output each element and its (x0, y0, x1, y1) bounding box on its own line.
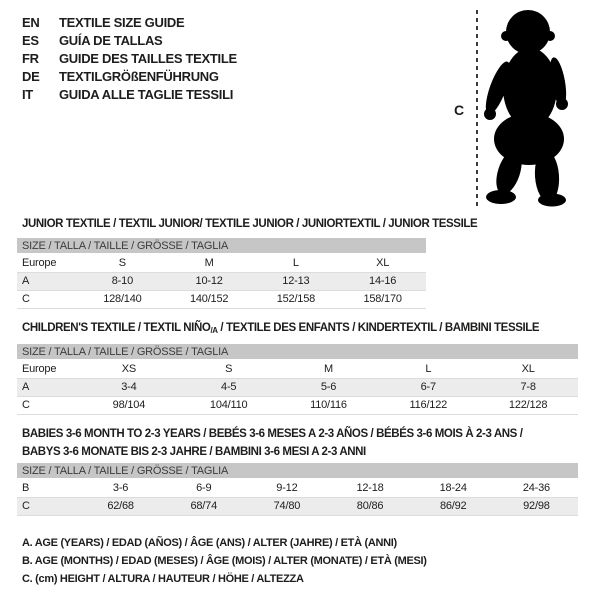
cell: 122/128 (478, 396, 578, 414)
cell: 158/170 (339, 290, 426, 308)
row-label: C (17, 290, 79, 308)
cell: XL (339, 254, 426, 272)
list-item (22, 85, 237, 103)
row-label: A (17, 272, 79, 290)
row-label: C (17, 497, 79, 515)
cell: 24-36 (495, 479, 578, 497)
size-header-label: SIZE / TALLA / TAILLE / GRÖSSE / TAGLIA (17, 238, 426, 254)
cell: 128/140 (79, 290, 166, 308)
language-code: IT (22, 86, 33, 102)
cell: 10-12 (166, 272, 253, 290)
toddler-silhouette-icon (482, 8, 592, 208)
language-label: GUÍA DE TALLAS (59, 32, 163, 48)
language-label: TEXTILGRÖßENFÜHRUNG (59, 68, 219, 84)
title-subscript: /A (210, 326, 218, 335)
language-label: TEXTILE SIZE GUIDE (59, 14, 185, 30)
row-label: Europe (17, 254, 79, 272)
title-part: CHILDREN'S TEXTILE / TEXTIL NIÑO (22, 322, 211, 334)
cell: 12-13 (253, 272, 340, 290)
table-row (17, 479, 578, 497)
cell: 9-12 (245, 479, 328, 497)
language-code: EN (22, 14, 40, 30)
cell: 8-10 (79, 272, 166, 290)
table-row (17, 396, 578, 414)
cell: 7-8 (478, 378, 578, 396)
cell: 68/74 (162, 497, 245, 515)
cell: 3-6 (79, 479, 162, 497)
children-table-title (22, 319, 539, 340)
language-code: FR (22, 50, 39, 66)
table-row (17, 378, 578, 396)
footnote-c: C. (cm) HEIGHT / ALTURA / HAUTEUR / HÖHE / ALTEZZA (22, 573, 304, 585)
babies-size-table (17, 463, 578, 516)
size-header-label: SIZE / TALLA / TAILLE / GRÖSSE / TAGLIA (17, 463, 578, 479)
cell: 98/104 (79, 396, 179, 414)
height-marker-label: C (454, 102, 465, 118)
height-dotted-line-icon (476, 10, 478, 208)
table-row (17, 360, 578, 378)
footnotes (22, 534, 427, 588)
cell: S (79, 254, 166, 272)
cell: L (253, 254, 340, 272)
row-label: Europe (17, 360, 79, 378)
size-header-row (17, 238, 426, 254)
title-line: BABYS 3-6 MONATE BIS 2-3 JAHRE / BAMBINI 3-6 MESI A 2-3 ANNI (22, 446, 366, 458)
size-header-row (17, 344, 578, 360)
language-code: ES (22, 32, 39, 48)
size-header-label: SIZE / TALLA / TAILLE / GRÖSSE / TAGLIA (17, 344, 578, 360)
cell: 4-5 (179, 378, 279, 396)
list-item (22, 49, 237, 67)
children-size-table (17, 344, 578, 415)
title-line: BABIES 3-6 MONTH TO 2-3 YEARS / BEBÉS 3-6 MESES A 2-3 AÑOS / BÉBÉS 3-6 MOIS À 2-3 ANS / (22, 428, 523, 440)
cell: M (279, 360, 379, 378)
cell: 116/122 (378, 396, 478, 414)
table-row (17, 254, 426, 272)
cell: 6-9 (162, 479, 245, 497)
babies-table-title (22, 425, 523, 461)
row-label: C (17, 396, 79, 414)
footnote-b: B. AGE (MONTHS) / EDAD (MESES) / ÂGE (MOIS) / ALTER (MONATE) / ETÀ (MESI) (22, 555, 427, 567)
cell: XL (478, 360, 578, 378)
language-guide-list (22, 13, 237, 103)
cell: 18-24 (412, 479, 495, 497)
cell: 74/80 (245, 497, 328, 515)
cell: 92/98 (495, 497, 578, 515)
language-code: DE (22, 68, 40, 84)
table-row (17, 290, 426, 308)
cell: 14-16 (339, 272, 426, 290)
cell: 140/152 (166, 290, 253, 308)
cell: 6-7 (378, 378, 478, 396)
table-row (17, 272, 426, 290)
list-item (22, 67, 237, 85)
list-item (22, 31, 237, 49)
cell: 62/68 (79, 497, 162, 515)
language-label: GUIDA ALLE TAGLIE TESSILI (59, 86, 234, 102)
cell: 80/86 (328, 497, 411, 515)
junior-table-title: JUNIOR TEXTILE / TEXTIL JUNIOR/ TEXTILE JUNIOR / JUNIORTEXTIL / JUNIOR TESSILE (22, 218, 478, 230)
cell: 110/116 (279, 396, 379, 414)
list-item (22, 13, 237, 31)
row-label: A (17, 378, 79, 396)
cell: 86/92 (412, 497, 495, 515)
row-label: B (17, 479, 79, 497)
cell: 3-4 (79, 378, 179, 396)
cell: XS (79, 360, 179, 378)
title-part: / TEXTILE DES ENFANTS / KINDERTEXTIL / BAMBINI TESSILE (217, 322, 540, 334)
height-figure (440, 0, 600, 215)
size-header-row (17, 463, 578, 479)
cell: L (378, 360, 478, 378)
cell: 5-6 (279, 378, 379, 396)
table-row (17, 497, 578, 515)
cell: 12-18 (328, 479, 411, 497)
cell: 104/110 (179, 396, 279, 414)
cell: 152/158 (253, 290, 340, 308)
cell: S (179, 360, 279, 378)
cell: M (166, 254, 253, 272)
junior-size-table (17, 238, 426, 309)
footnote-a: A. AGE (YEARS) / EDAD (AÑOS) / ÂGE (ANS) / ALTER (JAHRE) / ETÀ (ANNI) (22, 537, 397, 549)
language-label: GUIDE DES TAILLES TEXTILE (59, 50, 237, 66)
